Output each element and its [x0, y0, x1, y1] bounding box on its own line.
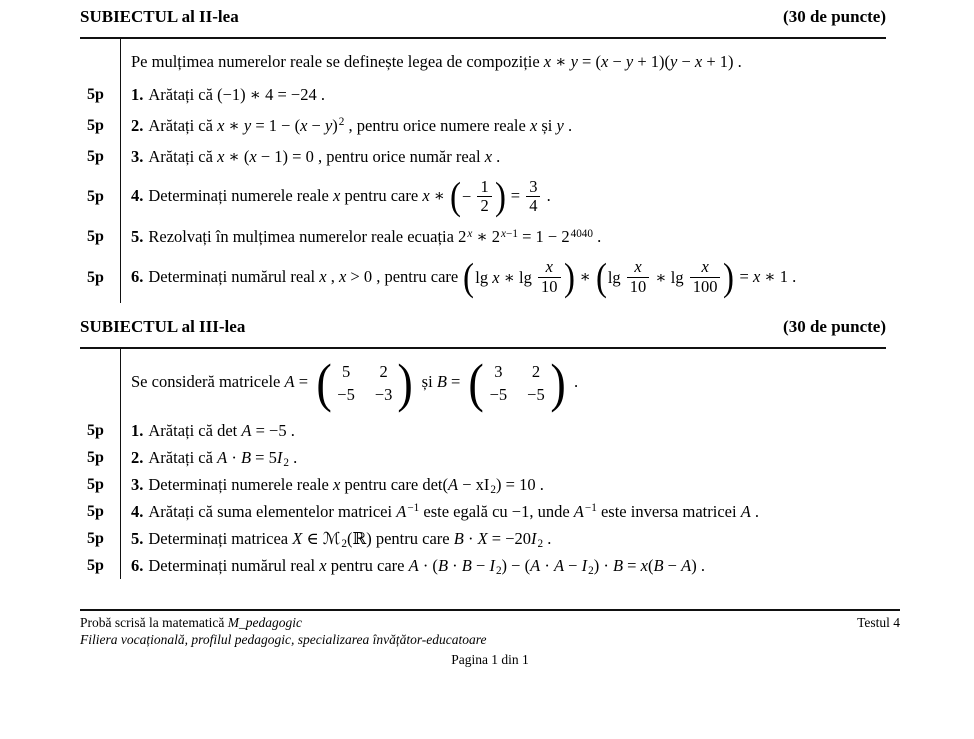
math-run: A · B = 5I [217, 447, 283, 467]
section2-header [80, 7, 886, 27]
math-run: A = [284, 371, 313, 391]
text-run: , pentru orice numere reale [344, 115, 530, 135]
paren-glyph: ( [463, 256, 475, 300]
subscript: 2 [495, 564, 502, 577]
text-run: pentru care [371, 528, 454, 548]
section3-title: SUBIECTUL al III-lea [80, 316, 246, 336]
math-run: x , x > 0 [319, 266, 373, 286]
paren-glyph: ( [450, 175, 462, 219]
math-run: B · X = −20I [453, 528, 537, 548]
text-run: Arătați că [148, 115, 218, 135]
section2-title: SUBIECTUL al II-lea [80, 7, 239, 26]
math-run: ) − (A · A − I [501, 555, 588, 575]
subscript: 2 [537, 537, 544, 550]
item-number: 1. [131, 420, 144, 440]
text-run: . [542, 185, 551, 205]
superscript: x−1 [501, 227, 518, 240]
item-number: 5. [131, 227, 144, 247]
section2-intro [120, 39, 886, 79]
points-badge: 5p [87, 228, 104, 246]
superscript: −1 [407, 501, 420, 514]
points-badge: 5p [87, 556, 104, 574]
text-run: Rezolvați în mulțimea numerelor reale ecuația [148, 227, 459, 247]
math-run: = x ∗ 1 [735, 266, 789, 286]
math-run: lg x ∗ lg [475, 267, 532, 287]
item-content [148, 116, 572, 135]
subscript: 2 [283, 456, 289, 469]
math-run: 2 [458, 227, 467, 247]
footer-exam-text: Probă scrisă la matematică [80, 615, 228, 631]
math-run: x ∗ (x − 1) = 0 [217, 146, 314, 166]
points-badge: 5p [87, 147, 104, 165]
footer-exam-info [80, 614, 302, 631]
text-run: este egală cu [419, 501, 512, 521]
math-run: y [556, 115, 564, 135]
math-run: − [462, 186, 476, 206]
item-row [120, 471, 886, 498]
text-run: Arătați că [148, 420, 218, 440]
item-row [120, 172, 886, 222]
item-content [148, 421, 294, 440]
points-badge: 5p [87, 116, 104, 134]
section3-intro [120, 349, 886, 417]
section2-points: (30 de puncte) [783, 7, 886, 26]
item-row [120, 79, 886, 110]
paren-glyph: ) [397, 351, 414, 413]
math-run: x ∗ [422, 185, 450, 205]
item-content [148, 475, 543, 494]
subscript: 2 [490, 483, 497, 496]
item-number: 2. [131, 447, 144, 467]
superscript: 2 [338, 115, 345, 128]
points-badge: 5p [87, 448, 104, 466]
text-run: Arătați că [148, 84, 218, 104]
item-number: 4. [131, 501, 144, 521]
text-run: . [286, 420, 295, 440]
points-badge: 5p [87, 268, 104, 286]
fraction: $\frac{3}{4}$ [526, 178, 540, 217]
text-run: și [417, 371, 437, 391]
text-run: Determinați numerele reale [148, 474, 333, 494]
math-run: ) = 10 [496, 474, 536, 494]
math-run: x [333, 185, 341, 205]
math-run: (ℝ) [347, 528, 372, 548]
text-run: . [316, 84, 325, 104]
text-run: Determinați numărul real [148, 555, 320, 575]
points-badge: 5p [87, 187, 104, 205]
item-number: 4. [131, 185, 144, 205]
item-row [120, 444, 886, 471]
text-run: . [696, 555, 705, 575]
superscript: x [467, 227, 473, 240]
item-number: 1. [131, 84, 144, 104]
points-badge: 5p [87, 529, 104, 547]
text-run: pentru care [326, 555, 409, 575]
math-run: x ∗ y = 1 − (x − y) [217, 115, 338, 135]
text-run: pentru care [340, 185, 423, 205]
text-run: Arătați că [148, 447, 218, 467]
math-run: ∗ [575, 266, 595, 286]
math-run: = [506, 185, 525, 205]
math-run: ∗ lg [651, 267, 684, 287]
page-footer [80, 609, 900, 668]
math-run: = 1 − 2 [517, 227, 570, 247]
item-number: 3. [131, 474, 144, 494]
paren-glyph: ) [723, 256, 735, 300]
superscript: −1 [584, 501, 597, 514]
math-run: A [573, 501, 584, 521]
math-run: A [396, 501, 407, 521]
item-content [148, 227, 601, 246]
item-content [148, 502, 759, 521]
text-run: Determinați matricea [148, 528, 293, 548]
text-run: și [537, 115, 557, 135]
item-row [120, 525, 886, 552]
item-content [148, 256, 797, 300]
math-run: det A = −5 [217, 420, 287, 440]
footer-exam-code: M_pedagogic [227, 615, 302, 631]
math-run: x [484, 146, 493, 166]
math-run: lg [607, 267, 621, 287]
subscript: 2 [588, 564, 594, 577]
text-run: . [535, 474, 544, 494]
text-run: Determinați numerele reale [148, 185, 333, 205]
matrix: ( 3 2 −5 −5 ) [468, 351, 566, 413]
math-run: −1, [511, 501, 534, 521]
math-run: A [740, 501, 751, 521]
footer-test-label: Testul 4 [857, 615, 900, 631]
item-row [120, 110, 886, 141]
text-run: . [593, 227, 602, 247]
text-run: pentru care [340, 474, 423, 494]
item-row [120, 141, 886, 172]
section3-header [80, 317, 886, 337]
intro-points-spacer [80, 39, 120, 79]
math-run: B = [436, 371, 465, 391]
text-run: unde [533, 501, 574, 521]
math-run: (−1) ∗ 4 = −24 [217, 84, 317, 104]
text-run: . [569, 371, 579, 391]
subscript: 2 [341, 537, 348, 550]
item-number: 6. [131, 555, 144, 575]
text-run: Determinați numărul real [148, 266, 320, 286]
item-content [148, 448, 297, 467]
intro-text [131, 52, 742, 71]
fraction: $\frac{1}{2}$ [477, 178, 491, 217]
math-run: ∗ 2 [472, 227, 501, 247]
paren-group [449, 175, 507, 219]
item-row [120, 222, 886, 253]
points-badge: 5p [87, 85, 104, 103]
math-run: x [333, 474, 341, 494]
item-number: 6. [131, 266, 144, 286]
text-run: Arătați că suma elementelor matricei [148, 501, 397, 521]
points-badge: 5p [87, 475, 104, 493]
item-number: 2. [131, 115, 144, 135]
paren-glyph: ) [563, 256, 575, 300]
text-run: . [563, 115, 573, 135]
item-row [120, 417, 886, 444]
intro-text [131, 351, 579, 413]
text-run: Pe mulțimea numerelor reale se definește legea de compoziție [131, 52, 544, 71]
text-run: . [288, 447, 298, 467]
math-run: X ∈ ℳ [292, 528, 341, 548]
text-run: . [492, 146, 501, 166]
item-number: 3. [131, 146, 144, 166]
paren-glyph: ( [316, 351, 332, 413]
text-run: . [788, 266, 797, 286]
math-run: A · (B · B − I [408, 555, 495, 575]
math-run: x [319, 555, 327, 575]
item-content [148, 147, 500, 166]
section3-points: (30 de puncte) [783, 316, 886, 336]
points-badge: 5p [87, 421, 104, 439]
matrix: ( 5 2 −5 −3 ) [316, 351, 414, 413]
math-run: det(A − xI [422, 474, 490, 494]
section2-body [80, 37, 886, 303]
text-run: . [750, 501, 760, 521]
text-run: . [543, 528, 552, 548]
paren-group [462, 256, 575, 300]
item-content [148, 85, 325, 104]
paren-group [595, 256, 736, 300]
item-content [148, 556, 705, 575]
item-row [120, 498, 886, 525]
math-run: ) · B = x(B − A) [593, 555, 697, 575]
item-row [120, 552, 886, 579]
fraction: $\frac{x}{10}$ [538, 258, 561, 297]
math-run: x [529, 115, 538, 135]
text-run: , pentru orice număr real [313, 146, 485, 166]
points-badge: 5p [87, 502, 104, 520]
paren-glyph: ( [595, 256, 607, 300]
item-content [148, 529, 551, 548]
intro-points-spacer [80, 349, 120, 417]
paren-glyph: ( [468, 351, 485, 413]
superscript: 4040 [570, 227, 594, 240]
item-row [120, 253, 886, 303]
paren-glyph: ) [550, 351, 566, 413]
text-run: . [733, 52, 742, 71]
text-run: este inversa matricei [596, 501, 741, 521]
paren-glyph: ) [494, 175, 506, 219]
footer-line2: Filiera vocațională, profilul pedagogic, specializarea învățător-educatoare [80, 632, 487, 648]
fraction: $\frac{x}{10}$ [627, 258, 650, 297]
text-run: , pentru care [372, 266, 463, 286]
text-run: Se consideră matricele [131, 371, 285, 391]
math-run: x ∗ y = (x − y + 1)(y − x + 1) [543, 52, 734, 71]
footer-line1 [80, 614, 900, 631]
text-run: Arătați că [148, 146, 218, 166]
item-number: 5. [131, 528, 144, 548]
item-content [148, 175, 551, 219]
section3-body [80, 347, 886, 579]
fraction: $\frac{x}{100}$ [690, 258, 721, 297]
footer-page-number: Pagina 1 din 1 [451, 651, 529, 667]
